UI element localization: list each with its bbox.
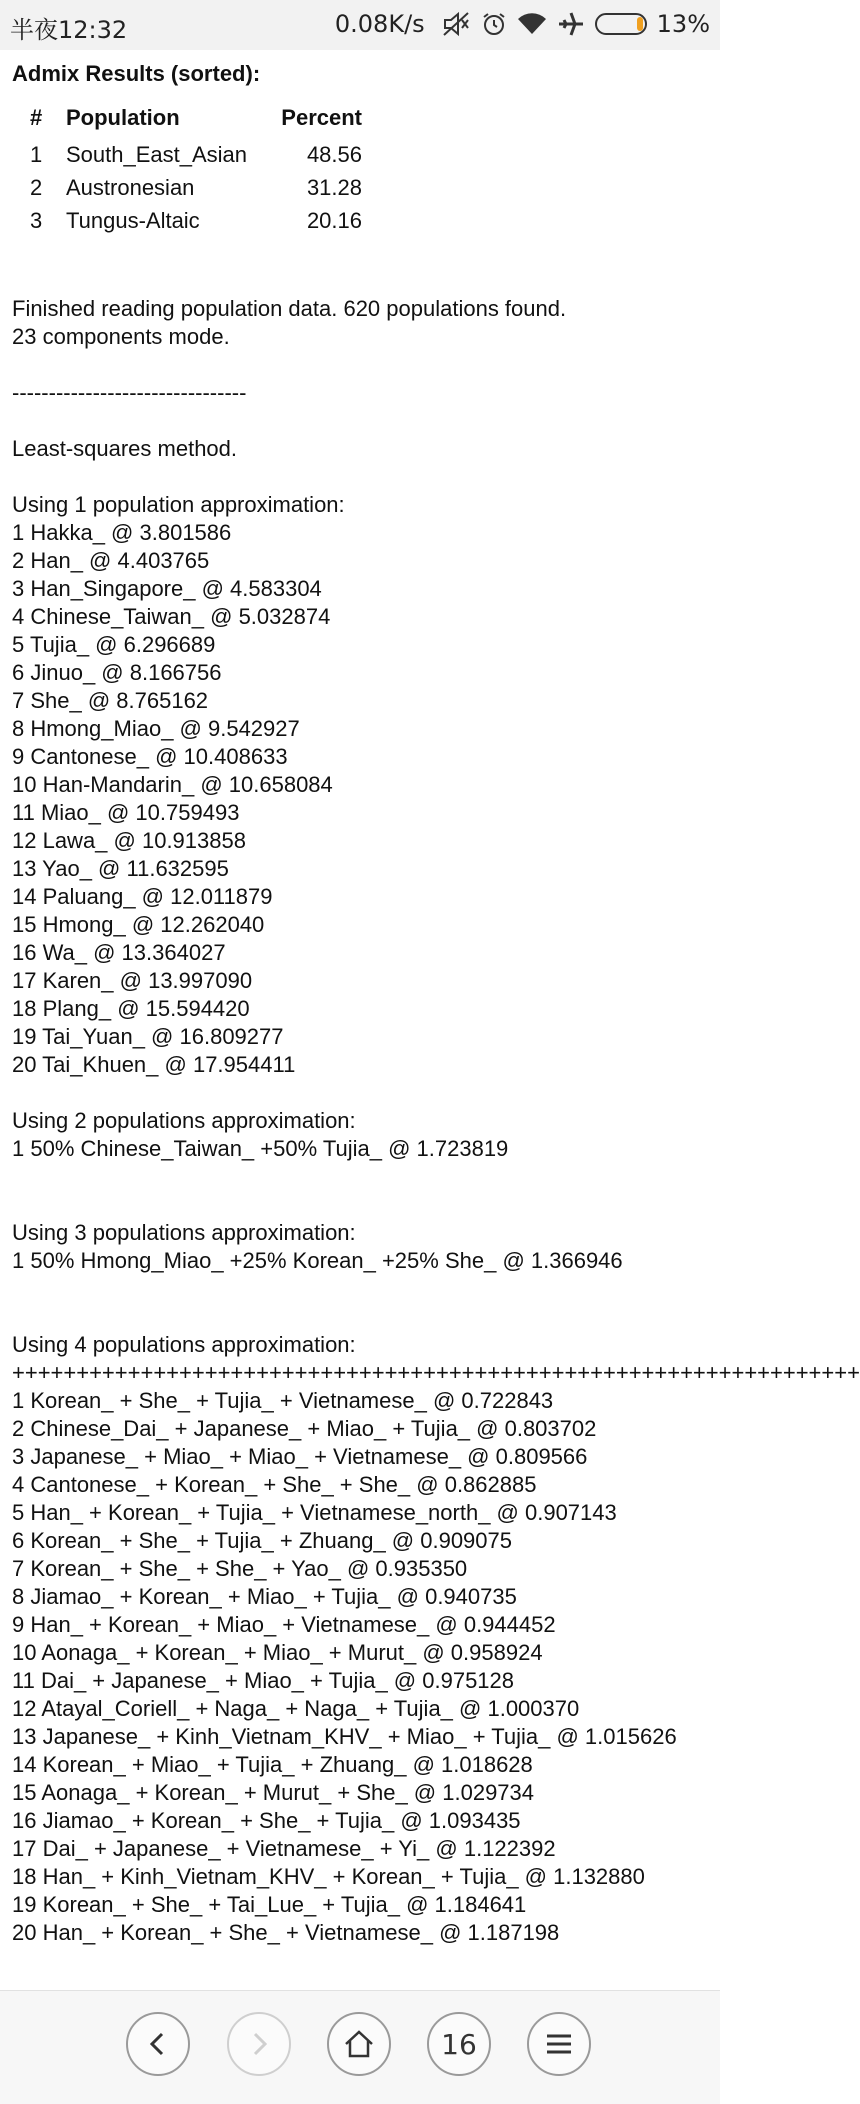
list-item: 13 Yao_ @ 11.632595 xyxy=(12,856,229,881)
row-population: South_East_Asian xyxy=(66,142,248,167)
battery-level xyxy=(637,17,643,31)
list-item: 6 Korean_ + She_ + Tujia_ + Zhuang_ @ 0.909075 xyxy=(12,1528,512,1553)
tabs-button[interactable] xyxy=(427,2012,491,2076)
list-item: 17 Dai_ + Japanese_ + Vietnamese_ + Yi_ @ 1.122392 xyxy=(12,1836,556,1861)
list-item: 5 Han_ + Korean_ + Tujia_ + Vietnamese_north_ @ 0.907143 xyxy=(12,1500,617,1525)
section-heading: Using 1 population approximation: xyxy=(12,492,345,517)
home-button[interactable] xyxy=(327,2012,391,2076)
header-num: # xyxy=(30,105,43,130)
menu-button[interactable] xyxy=(527,2012,591,2076)
list-item: 16 Jiamao_ + Korean_ + She_ + Tujia_ @ 1.093435 xyxy=(12,1808,521,1833)
list-item: 13 Japanese_ + Kinh_Vietnam_KHV_ + Miao_ + Tujia_ @ 1.015626 xyxy=(12,1724,677,1749)
list-item: 20 Han_ + Korean_ + She_ + Vietnamese_ @ 1.187198 xyxy=(12,1920,560,1945)
list-item: 3 Japanese_ + Miao_ + Miao_ + Vietnamese_ @ 0.809566 xyxy=(12,1444,588,1469)
four-pop-list xyxy=(12,1387,718,1947)
list-item: 16 Wa_ @ 13.364027 xyxy=(12,940,226,965)
row-num: 3 xyxy=(30,208,43,233)
list-item: 15 Aonaga_ + Korean_ + Murut_ + She_ @ 1.029734 xyxy=(12,1780,535,1805)
list-item: 17 Karen_ @ 13.997090 xyxy=(12,968,253,993)
list-item: 14 Paluang_ @ 12.011879 xyxy=(12,884,273,909)
bottom-navigation-bar xyxy=(0,1990,720,2104)
list-item: 3 Han_Singapore_ @ 4.583304 xyxy=(12,576,322,601)
list-item: 11 Miao_ @ 10.759493 xyxy=(12,800,240,825)
list-item: 2 Chinese_Dai_ + Japanese_ + Miao_ + Tujia_ @ 0.803702 xyxy=(12,1416,597,1441)
forward-button[interactable] xyxy=(227,2012,291,2076)
list-item: 4 Cantonese_ + Korean_ + She_ + She_ @ 0.862885 xyxy=(12,1472,537,1497)
list-item: 10 Aonaga_ + Korean_ + Miao_ + Murut_ @ 0.958924 xyxy=(12,1640,543,1665)
list-item: 20 Tai_Khuen_ @ 17.954411 xyxy=(12,1052,296,1077)
list-item: 9 Cantonese_ @ 10.408633 xyxy=(12,744,288,769)
list-item: 12 Lawa_ @ 10.913858 xyxy=(12,828,246,853)
list-item: 8 Hmong_Miao_ @ 9.542927 xyxy=(12,716,300,741)
list-item: 1 50% Chinese_Taiwan_ +50% Tujia_ @ 1.723819 xyxy=(12,1136,509,1161)
row-percent: 48.56 xyxy=(306,142,362,167)
list-item: 6 Jinuo_ @ 8.166756 xyxy=(12,660,222,685)
header-population: Population xyxy=(66,105,180,130)
network-speed: 0.08K/s xyxy=(334,10,425,38)
row-population: Tungus-Altaic xyxy=(66,208,200,233)
tab-count: 16 xyxy=(441,2027,477,2061)
back-button[interactable] xyxy=(126,2012,190,2076)
table-row xyxy=(30,204,362,237)
page-content xyxy=(12,56,860,1947)
list-item: 1 Korean_ + She_ + Tujia_ + Vietnamese_ @ 0.722843 xyxy=(12,1388,554,1413)
status-icons xyxy=(335,10,710,38)
list-item: 15 Hmong_ @ 12.262040 xyxy=(12,912,265,937)
list-item: 1 Hakka_ @ 3.801586 xyxy=(12,520,232,545)
menu-icon xyxy=(545,2032,573,2056)
admix-results-table xyxy=(30,104,362,237)
row-num: 2 xyxy=(30,175,43,200)
home-icon xyxy=(343,2029,375,2059)
list-item: 19 Tai_Yuan_ @ 16.809277 xyxy=(12,1024,284,1049)
list-item: 9 Han_ + Korean_ + Miao_ + Vietnamese_ @ 0.944452 xyxy=(12,1612,556,1637)
section-heading: Using 3 populations approximation: xyxy=(12,1220,356,1245)
list-item: 18 Plang_ @ 15.594420 xyxy=(12,996,250,1021)
section-heading: Using 4 populations approximation: xyxy=(12,1332,356,1357)
list-item: 18 Han_ + Kinh_Vietnam_KHV_ + Korean_ + Tujia_ @ 1.132880 xyxy=(12,1864,645,1889)
row-population: Austronesian xyxy=(66,175,195,200)
info-line: 23 components mode. xyxy=(12,324,230,349)
list-item: 10 Han-Mandarin_ @ 10.658084 xyxy=(12,772,333,797)
one-pop-list xyxy=(12,519,718,1079)
list-item: 19 Korean_ + She_ + Tai_Lue_ + Tujia_ @ 1.184641 xyxy=(12,1892,527,1917)
header-percent: Percent xyxy=(281,105,362,130)
method-line: Least-squares method. xyxy=(12,436,238,461)
info-line: Finished reading population data. 620 populations found. xyxy=(12,296,567,321)
list-item: 11 Dai_ + Japanese_ + Miao_ + Tujia_ @ 0.975128 xyxy=(12,1668,515,1693)
list-item: 7 Korean_ + She_ + She_ + Yao_ @ 0.935350 xyxy=(12,1556,468,1581)
results-title: Admix Results (sorted): xyxy=(12,61,261,86)
table-row xyxy=(30,138,362,171)
table-header-row xyxy=(30,104,362,138)
mute-icon xyxy=(441,11,471,37)
list-item: 2 Han_ @ 4.403765 xyxy=(12,548,210,573)
list-item: 5 Tujia_ @ 6.296689 xyxy=(12,632,216,657)
row-num: 1 xyxy=(30,142,43,167)
back-icon xyxy=(145,2031,171,2057)
status-time: 半夜12:32 xyxy=(10,16,128,44)
airplane-icon xyxy=(557,11,585,37)
forward-icon xyxy=(246,2031,272,2057)
alarm-icon xyxy=(481,11,507,37)
row-percent: 20.16 xyxy=(306,208,362,233)
progress-plusses: ++++++++++++++++++++++++++++++++++++++++++++++++++++++++++++++++++ xyxy=(12,1360,860,1385)
status-bar xyxy=(0,0,720,50)
list-item: 8 Jiamao_ + Korean_ + Miao_ + Tujia_ @ 0.940735 xyxy=(12,1584,517,1609)
row-percent: 31.28 xyxy=(306,175,362,200)
table-row xyxy=(30,171,362,204)
list-item: 12 Atayal_Coriell_ + Naga_ + Naga_ + Tujia_ @ 1.000370 xyxy=(12,1696,580,1721)
divider-line: -------------------------------- xyxy=(12,380,247,405)
list-item: 14 Korean_ + Miao_ + Tujia_ + Zhuang_ @ 1.018628 xyxy=(12,1752,533,1777)
wifi-icon xyxy=(517,12,547,36)
list-item: 4 Chinese_Taiwan_ @ 5.032874 xyxy=(12,604,331,629)
section-heading: Using 2 populations approximation: xyxy=(12,1108,356,1133)
list-item: 1 50% Hmong_Miao_ +25% Korean_ +25% She_ @ 1.366946 xyxy=(12,1248,623,1273)
battery-percent: 13% xyxy=(656,10,710,38)
list-item: 7 She_ @ 8.765162 xyxy=(12,688,209,713)
battery-icon xyxy=(595,13,647,35)
